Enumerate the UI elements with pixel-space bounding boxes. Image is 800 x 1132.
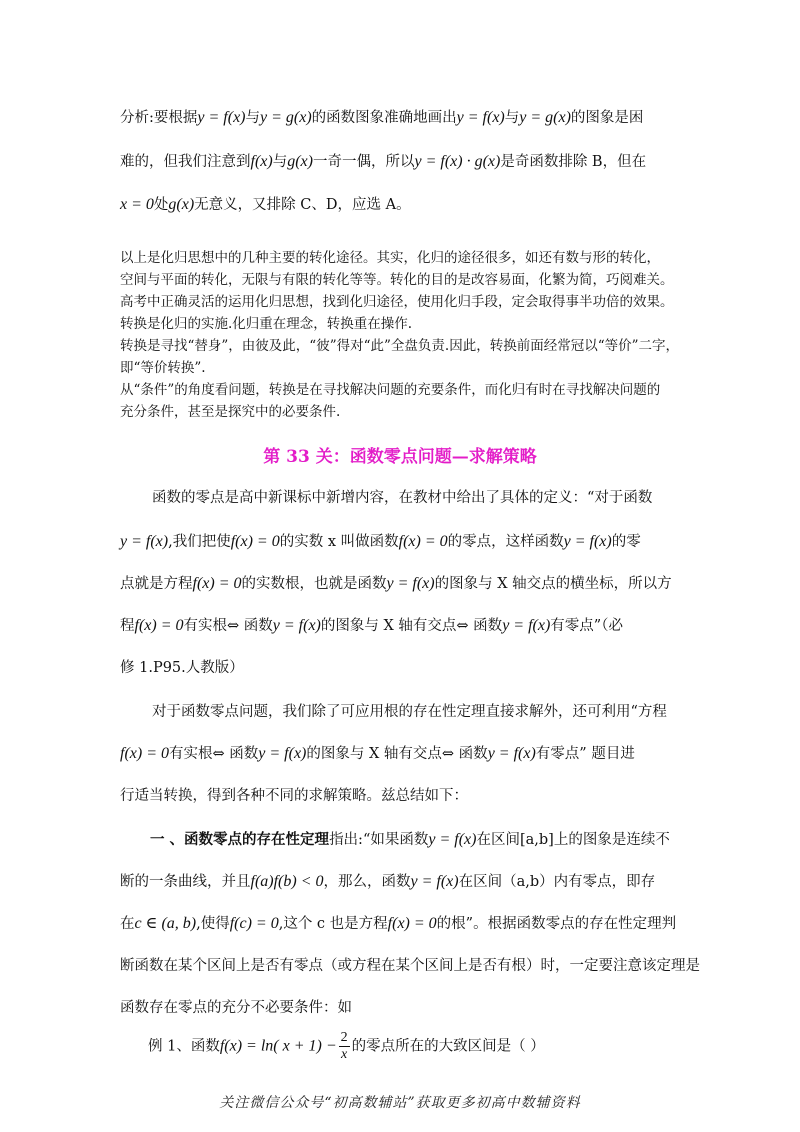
- p1-line-1: [152, 486, 652, 507]
- text: 的零点，这样函数: [447, 534, 564, 550]
- formula: f(x) = ln( x + 1) −: [219, 1037, 337, 1055]
- formula: y = f(x): [120, 533, 169, 550]
- text: 点就是方程: [120, 576, 193, 592]
- summary-line: 空间与平面的转化，无限与有限的转化等等。转化的目的是改容易面，化繁为简，巧阅难关。: [120, 272, 674, 288]
- section-heading: 第 33 关：函数零点问题—求解策略: [263, 447, 537, 467]
- p3-line-3: [120, 912, 676, 933]
- text: 的图象与 X 轴有交点⇔ 函数: [320, 618, 503, 634]
- formula: f(c) = 0: [229, 915, 279, 932]
- text: ,我们把使: [168, 534, 231, 550]
- p3-line-5: [120, 996, 352, 1017]
- text: ,使得: [196, 916, 230, 932]
- formula: y = f(x): [272, 617, 321, 634]
- formula: y = g(x): [260, 109, 312, 126]
- formula: y = f(x): [563, 533, 612, 550]
- text: 断的一条曲线，并且: [120, 874, 251, 890]
- text: 一奇一偶，所以: [312, 154, 415, 170]
- theorem-title: 一 、函数零点的存在性定理: [150, 831, 330, 848]
- summary-line: 高考中正确灵活的运用化归思想，找到化归途径，使用化归手段，定会取得事半功倍的效果。: [120, 294, 674, 310]
- text: ,这个 c 也是方程: [278, 916, 388, 932]
- formula: g(x): [287, 153, 313, 170]
- formula: f(x) = 0: [192, 575, 242, 592]
- text: 的零点所在的大致区间是（ ）: [351, 1038, 545, 1055]
- summary-line: 即“等价转换”.: [120, 360, 206, 376]
- text: 程: [120, 618, 135, 634]
- formula: y = g(x): [519, 109, 571, 126]
- analysis-line-1: [120, 106, 643, 127]
- p1-line-2: [120, 530, 641, 551]
- summary-line: 以上是化归思想中的几种主要的转化途径。其实，化归的途径很多，如还有数与形的转化，: [120, 250, 660, 266]
- text: 分析:要根据: [120, 110, 198, 126]
- formula: f(a)f(b) < 0: [250, 873, 324, 890]
- summary-line: 从“条件”的角度看问题，转换是在寻找解决问题的充要条件，而化归有时在寻找解决问题的: [120, 382, 661, 398]
- formula: y = f(x): [456, 109, 505, 126]
- text: 的函数图象准确地画出: [311, 110, 457, 126]
- text: 函数存在零点的充分不必要条件：如: [120, 1000, 352, 1016]
- p1-line-4: [120, 614, 623, 635]
- text: 在区间[a,b]上的图象是连续不: [476, 832, 670, 848]
- text: 无意义，又排除 C、D，应选 A。: [194, 197, 411, 213]
- text: 的图象是困: [570, 110, 644, 126]
- text: 的图象与 X 轴交点的横坐标，所以方: [434, 576, 672, 592]
- footer-note: 关注微信公众号“初高数辅站”获取更多初高中数辅资料: [219, 1095, 581, 1111]
- text: 与: [272, 154, 288, 170]
- formula: f(x) = 0: [398, 533, 448, 550]
- formula: f(x) = 0: [120, 745, 169, 762]
- text: 指出:“如果函数: [329, 832, 429, 848]
- summary-line: 充分条件，甚至是探究中的必要条件.: [120, 404, 341, 420]
- text: 的根”。根据函数零点的存在性定理判: [436, 916, 677, 932]
- text: 断函数在某个区间上是否有零点（或方程在某个区间上是否有根）时，一定要注意该定理是: [120, 958, 700, 974]
- text: 的零: [611, 534, 641, 550]
- p2-line-1: [152, 700, 667, 721]
- formula: y = f(x): [258, 745, 307, 762]
- fraction: [339, 1030, 350, 1063]
- formula: y = f(x): [410, 873, 459, 890]
- summary-line: 转换是寻找“替身”，由彼及此，“彼”得对“此”全盘负责.因此，转换前面经常冠以“等价”二字，: [120, 338, 680, 354]
- p3-line-1: [150, 828, 670, 849]
- text: 的图象与 X 轴有交点⇔ 函数: [306, 746, 488, 762]
- text: 对于函数零点问题，我们除了可应用根的存在性定理直接求解外，还可利用“方程: [152, 704, 667, 720]
- text: 有实根⇔ 函数: [183, 618, 273, 634]
- text: 函数的零点是高中新课标中新增内容，在教材中给出了具体的定义：“对于函数: [152, 490, 653, 506]
- formula: f(x): [250, 153, 273, 170]
- analysis-line-2: [120, 150, 646, 171]
- text: 是奇函数排除 B，但在: [500, 154, 647, 170]
- text: 例 1、函数: [148, 1038, 220, 1055]
- text: 的实数根，也就是函数: [241, 576, 387, 592]
- p2-line-3: [120, 784, 468, 805]
- text: 与: [245, 110, 260, 126]
- formula: y = f(x): [428, 831, 477, 848]
- formula: y = f(x): [502, 617, 551, 634]
- fraction-denominator: x: [341, 1047, 348, 1062]
- text: 难的，但我们注意到: [120, 154, 251, 170]
- p1-line-3: [120, 572, 672, 593]
- text: 在区间（a,b）内有零点，即存: [458, 874, 656, 890]
- formula: y = f(x): [197, 109, 246, 126]
- text: 修 1.P95.人教版）: [120, 660, 244, 676]
- p3-line-4: [120, 954, 700, 975]
- text: ，那么，函数: [323, 874, 411, 890]
- text: 处: [153, 197, 169, 213]
- formula: f(x) = 0: [134, 617, 184, 634]
- example-line: [148, 1030, 545, 1063]
- text: 有实根⇔ 函数: [169, 746, 259, 762]
- fraction-numerator: 2: [340, 1030, 348, 1045]
- analysis-line-3: [120, 193, 411, 214]
- summary-line: 转换是化归的实施.化归重在理念，转换重在操作.: [120, 316, 413, 332]
- p3-line-2: [120, 870, 655, 891]
- text: 的实数 x 叫做函数: [279, 534, 399, 550]
- text: 与: [504, 110, 520, 126]
- text: 在: [120, 916, 135, 932]
- formula: x = 0: [120, 196, 154, 213]
- formula: c ∈ (a, b): [134, 915, 197, 932]
- formula: f(x) = 0: [387, 915, 437, 932]
- text: 行适当转换，得到各种不同的求解策略。兹总结如下：: [120, 788, 468, 804]
- text: 有零点” 题目进: [535, 746, 635, 762]
- p2-line-2: [120, 742, 635, 763]
- p1-line-5: [120, 656, 244, 677]
- formula: y = f(x): [487, 745, 536, 762]
- text: 有零点”（必: [550, 618, 623, 634]
- formula: y = f(x): [386, 575, 435, 592]
- formula: g(x): [168, 196, 195, 213]
- formula: f(x) = 0: [230, 533, 280, 550]
- formula: y = f(x) · g(x): [414, 153, 501, 170]
